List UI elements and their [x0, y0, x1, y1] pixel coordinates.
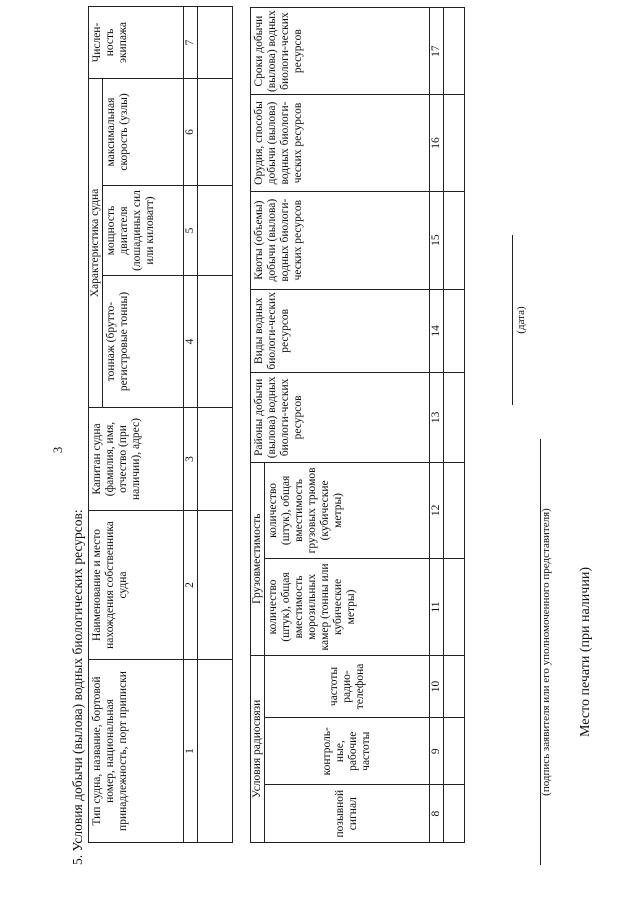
column-number: 6: [184, 78, 198, 185]
column-number: 13: [430, 373, 444, 463]
section-title: 5. Условия добычи (вылова) водных биологических ресурсов:: [70, 509, 85, 865]
group-radio-header: Условия радиосвязи: [251, 655, 265, 842]
table-cell: [198, 276, 233, 408]
column-number: 12: [430, 462, 444, 559]
col-areas-header: Районы добычи (вылова) водных биологи-ческих ресурсов: [251, 373, 430, 463]
table-cell: [444, 289, 465, 373]
col-species-header: Виды водных биологи-ческих ресурсов: [251, 289, 430, 373]
column-number: 3: [184, 408, 198, 511]
table-cell: [444, 191, 465, 289]
col-gear-header: Орудия, способы добычи (вылова) водных биологи-ческих ресурсов: [251, 95, 430, 192]
col-vessel-header: Тип судна, название, бортовой номер, национальная принадлежность, порт приписки: [89, 660, 184, 843]
col-owner-header: Наименование и место нахождения собственника судна: [89, 511, 184, 660]
col-holds-header: количество (штук), общая вместимость грузовых трюмов (кубические метры): [265, 462, 430, 559]
date-label: (дата): [515, 306, 527, 334]
date-line: [512, 235, 513, 405]
table-cell: [444, 8, 465, 95]
col-radiophone-header: частоты радио-телефона: [265, 655, 430, 717]
column-number: 1: [184, 660, 198, 843]
column-number: 5: [184, 186, 198, 276]
column-number: 11: [430, 559, 444, 656]
col-captain-header: Капитан судна (фамилия, имя, отчество (при наличии), адрес): [89, 408, 184, 511]
page-number: 3: [50, 446, 65, 454]
col-tonnage-header: тоннаж (брутто-регистровые тонны): [103, 276, 184, 408]
column-number: 9: [430, 718, 444, 785]
table-cell: [444, 462, 465, 559]
group-characteristics-header: Характеристика судна: [89, 78, 103, 407]
table-cell: [444, 718, 465, 785]
col-control-header: контроль-ные, рабочие частоты: [265, 718, 430, 785]
column-number: 17: [430, 8, 444, 95]
signature-label: (подпись заявителя или его уполномоченного представителя): [540, 508, 552, 796]
column-number: 7: [184, 6, 198, 78]
vessel-table: [88, 6, 233, 843]
column-number: 16: [430, 95, 444, 192]
column-number: 8: [430, 785, 444, 843]
column-number: 10: [430, 655, 444, 717]
table-cell: [198, 6, 233, 78]
table-cell: [198, 78, 233, 185]
table-cell: [198, 408, 233, 511]
table-cell: [444, 785, 465, 843]
stamp-label: Место печати (при наличии): [578, 567, 593, 737]
fishing-conditions-table: [250, 7, 465, 843]
column-number: 15: [430, 191, 444, 289]
table-cell: [444, 559, 465, 656]
col-freezer-header: количество (штук), общая вместимость морозильных камер (тонны или кубические метры): [265, 559, 430, 656]
col-crew-header: Числен-ность экипажа: [89, 6, 184, 78]
table-cell: [444, 373, 465, 463]
col-power-header: мощность двигателя (лошадиных сил или киловатт): [103, 186, 184, 276]
col-callsign-header: позывной сигнал: [265, 785, 430, 843]
column-number: 2: [184, 511, 198, 660]
column-number: 4: [184, 276, 198, 408]
col-quotas-header: Квоты (объемы) добычи (вылова) водных биологи-ческих ресурсов: [251, 191, 430, 289]
col-terms-header: Сроки добычи (вылова) водных биологи-ческих ресурсов: [251, 8, 430, 95]
table-cell: [198, 511, 233, 660]
col-speed-header: максимальная скорость (узлы): [103, 78, 184, 185]
table-cell: [198, 660, 233, 843]
table-cell: [444, 95, 465, 192]
column-number: 14: [430, 289, 444, 373]
table-cell: [198, 186, 233, 276]
group-capacity-header: Грузовместимость: [251, 462, 265, 655]
table-cell: [444, 655, 465, 717]
